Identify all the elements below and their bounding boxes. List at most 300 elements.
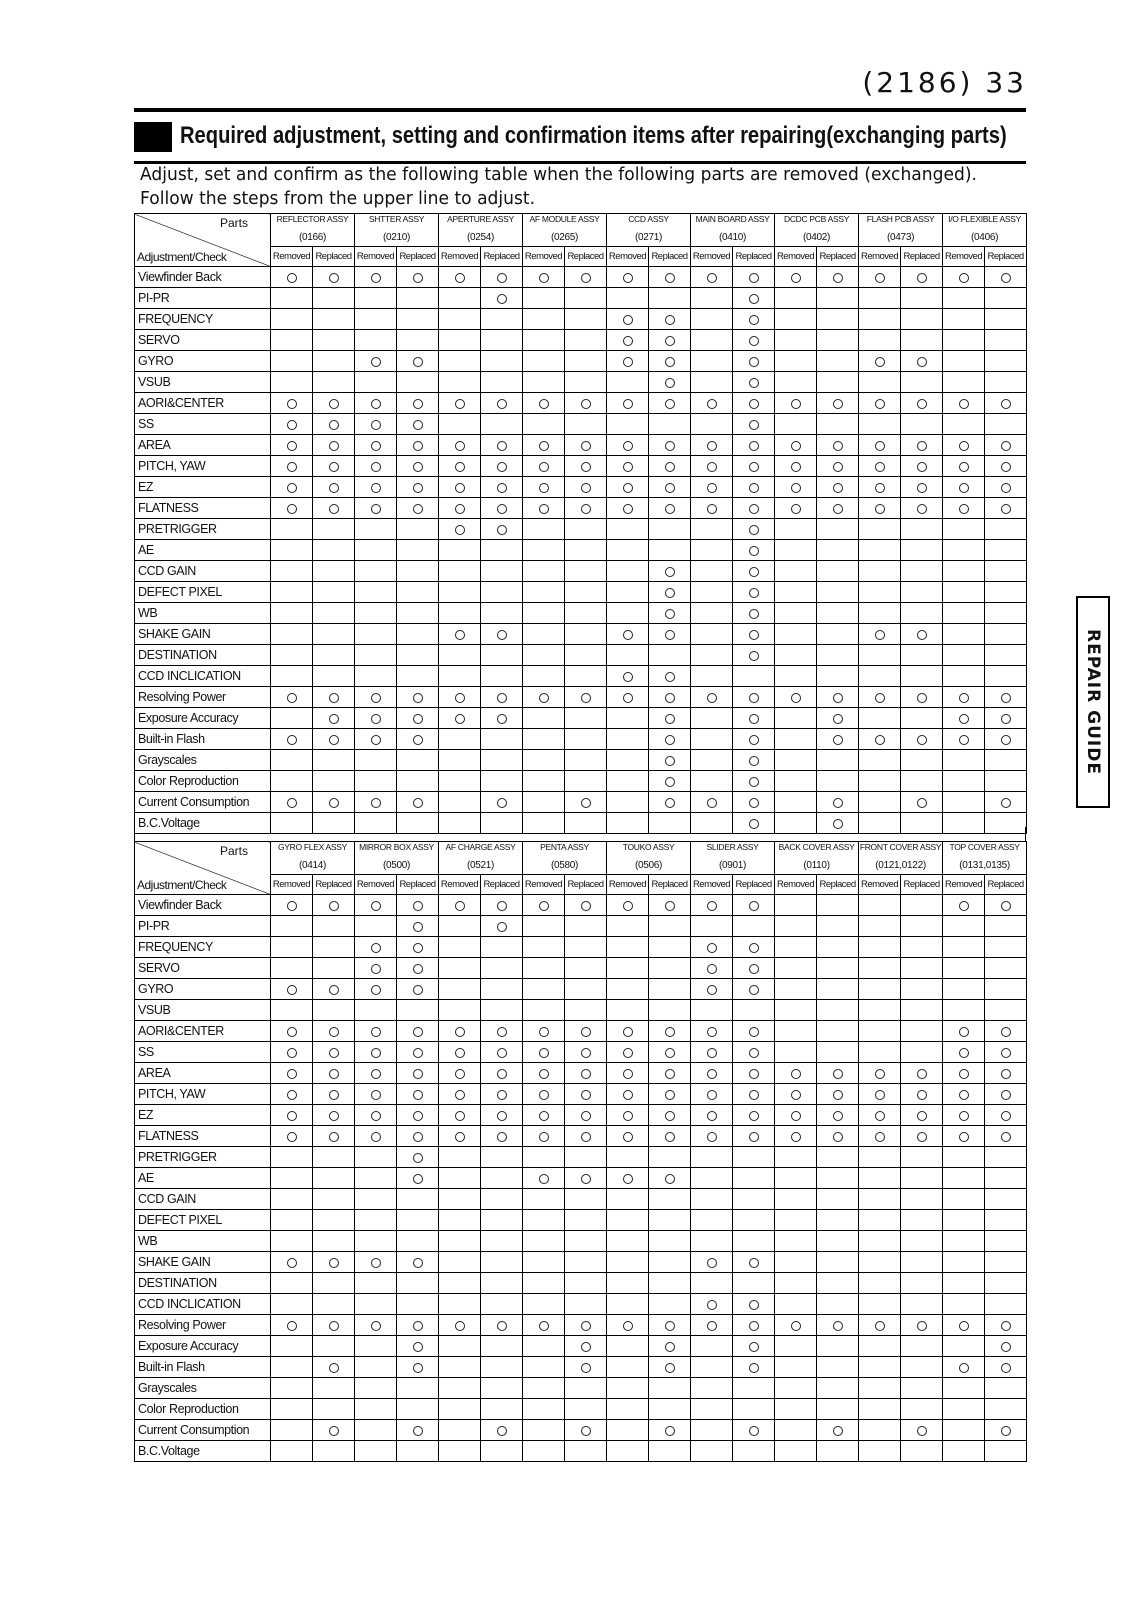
check-cell [565, 1273, 607, 1294]
check-mark [749, 1027, 759, 1037]
check-cell [985, 561, 1027, 582]
check-mark [539, 462, 549, 472]
check-cell [397, 1336, 439, 1357]
check-cell [985, 582, 1027, 603]
part-name-row [135, 214, 1027, 230]
check-cell [985, 267, 1027, 288]
check-cell [313, 916, 355, 937]
check-mark [959, 1027, 969, 1037]
check-cell [649, 498, 691, 519]
check-cell [607, 1378, 649, 1399]
check-cell [481, 792, 523, 813]
check-cell [943, 603, 985, 624]
check-cell [943, 624, 985, 645]
check-cell [943, 750, 985, 771]
check-cell [817, 771, 859, 792]
check-mark [455, 441, 465, 451]
part-name: CCD ASSY [607, 214, 691, 230]
check-mark [287, 420, 297, 430]
check-mark [665, 567, 675, 577]
check-cell [313, 477, 355, 498]
check-cell [691, 1252, 733, 1273]
replaced-header: Replaced [313, 875, 355, 895]
check-mark [497, 693, 507, 703]
table-row [135, 1357, 1027, 1378]
table-row [135, 1084, 1027, 1105]
check-cell [313, 979, 355, 1000]
row-label: FREQUENCY [135, 937, 271, 958]
check-cell [607, 937, 649, 958]
check-cell [271, 456, 313, 477]
check-cell [271, 1399, 313, 1420]
check-cell [691, 603, 733, 624]
check-cell [649, 1168, 691, 1189]
check-cell [397, 435, 439, 456]
check-mark [707, 1090, 717, 1100]
check-cell [733, 288, 775, 309]
table-row [135, 477, 1027, 498]
check-cell [439, 895, 481, 916]
check-mark [371, 273, 381, 283]
check-cell [439, 393, 481, 414]
repair-guide-tab [1076, 596, 1110, 808]
check-mark [1001, 504, 1011, 514]
check-mark [287, 735, 297, 745]
check-cell [481, 477, 523, 498]
check-cell [775, 435, 817, 456]
check-cell [943, 708, 985, 729]
check-cell [817, 435, 859, 456]
intro-line-2: Follow the steps from the upper line to adjust. [140, 188, 536, 209]
row-label: Grayscales [135, 1378, 271, 1399]
check-cell [859, 1084, 901, 1105]
check-cell [607, 1126, 649, 1147]
table-row [135, 498, 1027, 519]
check-cell [439, 1168, 481, 1189]
check-cell [565, 1378, 607, 1399]
check-cell [271, 351, 313, 372]
check-cell [817, 1210, 859, 1231]
check-cell [607, 582, 649, 603]
check-cell [355, 624, 397, 645]
check-cell [943, 1063, 985, 1084]
part-name: MIRROR BOX ASSY [355, 842, 439, 858]
check-cell [649, 1273, 691, 1294]
check-cell [817, 958, 859, 979]
check-cell [565, 1252, 607, 1273]
check-cell [649, 687, 691, 708]
check-mark [833, 798, 843, 808]
check-cell [523, 1357, 565, 1378]
check-cell [943, 1168, 985, 1189]
check-cell [691, 435, 733, 456]
check-cell [313, 372, 355, 393]
check-mark [413, 462, 423, 472]
check-cell [817, 1252, 859, 1273]
page-number: (2186) 33 [862, 66, 1027, 99]
check-cell [691, 414, 733, 435]
check-cell [397, 750, 439, 771]
table-row [135, 1231, 1027, 1252]
check-cell [481, 414, 523, 435]
check-cell [565, 1420, 607, 1441]
check-mark [791, 1132, 801, 1142]
check-cell [565, 1231, 607, 1252]
check-cell [397, 519, 439, 540]
part-code: (0402) [775, 229, 859, 247]
check-cell [943, 666, 985, 687]
check-mark [371, 441, 381, 451]
check-mark [413, 1132, 423, 1142]
row-label: PI-PR [135, 288, 271, 309]
check-mark [875, 1111, 885, 1121]
check-cell [985, 1420, 1027, 1441]
check-cell [649, 267, 691, 288]
check-mark [413, 399, 423, 409]
check-mark [287, 399, 297, 409]
check-mark [497, 630, 507, 640]
check-cell [271, 687, 313, 708]
check-mark [581, 1426, 591, 1436]
check-mark [539, 1090, 549, 1100]
check-cell [943, 309, 985, 330]
check-mark [623, 1027, 633, 1037]
check-mark [791, 273, 801, 283]
check-cell [523, 1231, 565, 1252]
check-mark [959, 1132, 969, 1142]
check-mark [497, 1090, 507, 1100]
check-cell [859, 645, 901, 666]
check-mark [707, 441, 717, 451]
row-label: GYRO [135, 979, 271, 1000]
check-cell [691, 666, 733, 687]
check-mark [791, 441, 801, 451]
check-mark [749, 1258, 759, 1268]
replaced-header: Replaced [397, 875, 439, 895]
check-mark [959, 273, 969, 283]
table-row [135, 1441, 1027, 1462]
check-cell [607, 1441, 649, 1462]
check-cell [817, 561, 859, 582]
check-cell [985, 1378, 1027, 1399]
check-cell [271, 937, 313, 958]
check-mark [707, 901, 717, 911]
replaced-header: Replaced [649, 247, 691, 267]
check-cell [901, 979, 943, 1000]
check-cell [859, 1126, 901, 1147]
check-cell [901, 372, 943, 393]
check-cell [775, 1336, 817, 1357]
row-label: SERVO [135, 958, 271, 979]
check-cell [775, 1189, 817, 1210]
check-mark [413, 483, 423, 493]
intro-text [140, 163, 977, 211]
check-cell [397, 603, 439, 624]
check-cell [565, 393, 607, 414]
check-cell [943, 477, 985, 498]
check-cell [649, 729, 691, 750]
check-cell [775, 624, 817, 645]
check-cell [691, 1336, 733, 1357]
check-mark [455, 1090, 465, 1100]
table-row [135, 1399, 1027, 1420]
check-cell [271, 792, 313, 813]
check-cell [439, 1336, 481, 1357]
check-cell [733, 771, 775, 792]
table-row [135, 792, 1027, 813]
check-mark [665, 1363, 675, 1373]
check-cell [901, 456, 943, 477]
table-row [135, 666, 1027, 687]
check-cell [691, 540, 733, 561]
check-cell [313, 267, 355, 288]
row-label: CCD GAIN [135, 561, 271, 582]
row-label: Color Reproduction [135, 1399, 271, 1420]
check-mark [749, 462, 759, 472]
check-cell [901, 1063, 943, 1084]
check-cell [355, 435, 397, 456]
check-mark [623, 1111, 633, 1121]
table-row [135, 540, 1027, 561]
check-cell [733, 1021, 775, 1042]
check-cell [607, 1231, 649, 1252]
check-mark [329, 901, 339, 911]
check-cell [565, 1000, 607, 1021]
check-cell [523, 519, 565, 540]
row-label: SS [135, 414, 271, 435]
check-mark [329, 1090, 339, 1100]
row-label: B.C.Voltage [135, 1441, 271, 1462]
check-cell [313, 1126, 355, 1147]
check-cell [565, 582, 607, 603]
check-mark [791, 1069, 801, 1079]
replaced-header: Replaced [817, 247, 859, 267]
check-cell [565, 540, 607, 561]
check-cell [859, 1042, 901, 1063]
check-cell [817, 1021, 859, 1042]
part-name: APERTURE ASSY [439, 214, 523, 230]
check-cell [397, 414, 439, 435]
check-cell [649, 792, 691, 813]
check-mark [917, 399, 927, 409]
check-cell [649, 519, 691, 540]
check-cell [607, 1168, 649, 1189]
removed-header: Removed [691, 875, 733, 895]
check-mark [749, 357, 759, 367]
row-label: GYRO [135, 351, 271, 372]
check-cell [271, 1189, 313, 1210]
check-cell [859, 1000, 901, 1021]
check-cell [901, 267, 943, 288]
check-cell [859, 750, 901, 771]
check-mark [791, 504, 801, 514]
check-mark [665, 336, 675, 346]
check-cell [733, 729, 775, 750]
check-mark [665, 756, 675, 766]
check-cell [313, 1357, 355, 1378]
check-cell [649, 666, 691, 687]
check-cell [649, 1021, 691, 1042]
check-mark [371, 735, 381, 745]
check-mark [917, 483, 927, 493]
check-cell [733, 750, 775, 771]
check-cell [649, 1126, 691, 1147]
check-cell [901, 582, 943, 603]
part-name: DCDC PCB ASSY [775, 214, 859, 230]
check-cell [943, 519, 985, 540]
check-cell [859, 456, 901, 477]
check-cell [733, 372, 775, 393]
row-label: Viewfinder Back [135, 267, 271, 288]
check-cell [985, 1126, 1027, 1147]
check-cell [733, 414, 775, 435]
check-cell [397, 456, 439, 477]
check-cell [649, 708, 691, 729]
check-cell [775, 498, 817, 519]
check-mark [959, 693, 969, 703]
check-cell [859, 1021, 901, 1042]
check-cell [439, 624, 481, 645]
check-cell [985, 1273, 1027, 1294]
check-cell [859, 582, 901, 603]
check-cell [607, 1336, 649, 1357]
check-cell [439, 1084, 481, 1105]
check-mark [329, 1321, 339, 1331]
check-cell [649, 1378, 691, 1399]
check-mark [497, 1027, 507, 1037]
table-row [135, 1126, 1027, 1147]
check-cell [733, 519, 775, 540]
check-cell [439, 477, 481, 498]
check-mark [287, 1132, 297, 1142]
check-cell [313, 1168, 355, 1189]
check-cell [817, 729, 859, 750]
check-cell [733, 1273, 775, 1294]
check-mark [833, 714, 843, 724]
check-cell [817, 1063, 859, 1084]
check-cell [733, 1189, 775, 1210]
check-mark [287, 1090, 297, 1100]
check-cell [943, 979, 985, 1000]
check-cell [985, 937, 1027, 958]
check-cell [439, 1147, 481, 1168]
check-mark [623, 399, 633, 409]
check-cell [985, 351, 1027, 372]
check-cell [481, 645, 523, 666]
check-mark [455, 273, 465, 283]
check-cell [817, 1105, 859, 1126]
part-name: SLIDER ASSY [691, 842, 775, 858]
check-cell [271, 1357, 313, 1378]
check-cell [355, 958, 397, 979]
check-mark [455, 483, 465, 493]
check-cell [397, 1378, 439, 1399]
check-cell [859, 351, 901, 372]
check-cell [439, 666, 481, 687]
check-cell [901, 750, 943, 771]
check-cell [313, 1336, 355, 1357]
check-mark [581, 1174, 591, 1184]
check-mark [581, 1048, 591, 1058]
check-cell [523, 267, 565, 288]
check-mark [539, 1174, 549, 1184]
check-cell [859, 895, 901, 916]
check-cell [691, 916, 733, 937]
check-mark [749, 651, 759, 661]
check-mark [497, 273, 507, 283]
check-mark [665, 441, 675, 451]
check-cell [313, 1378, 355, 1399]
check-mark [329, 462, 339, 472]
check-cell [355, 1273, 397, 1294]
check-cell [271, 1210, 313, 1231]
check-cell [985, 330, 1027, 351]
check-cell [649, 393, 691, 414]
check-cell [691, 309, 733, 330]
row-label: SERVO [135, 330, 271, 351]
check-cell [523, 1315, 565, 1336]
check-cell [691, 561, 733, 582]
check-cell [523, 1399, 565, 1420]
check-mark [623, 357, 633, 367]
check-cell [355, 1105, 397, 1126]
check-mark [1001, 714, 1011, 724]
table-row [135, 895, 1027, 916]
row-label: CCD INCLICATION [135, 1294, 271, 1315]
check-mark [875, 273, 885, 283]
part-code: (0265) [523, 229, 607, 247]
check-cell [859, 498, 901, 519]
check-cell [943, 1084, 985, 1105]
check-cell [817, 687, 859, 708]
check-cell [607, 540, 649, 561]
check-cell [775, 916, 817, 937]
check-cell [775, 1126, 817, 1147]
row-label: CCD GAIN [135, 1189, 271, 1210]
check-cell [733, 582, 775, 603]
check-mark [665, 1027, 675, 1037]
check-cell [943, 1441, 985, 1462]
check-cell [565, 414, 607, 435]
table-row [135, 1315, 1027, 1336]
check-cell [859, 519, 901, 540]
check-cell [733, 1420, 775, 1441]
check-cell [523, 393, 565, 414]
check-cell [691, 1357, 733, 1378]
check-cell [859, 414, 901, 435]
check-cell [901, 1042, 943, 1063]
check-cell [355, 288, 397, 309]
table-row [135, 1105, 1027, 1126]
check-cell [271, 309, 313, 330]
check-mark [329, 985, 339, 995]
check-mark [623, 1090, 633, 1100]
check-mark [1001, 462, 1011, 472]
check-cell [565, 771, 607, 792]
check-cell [313, 435, 355, 456]
check-cell [817, 1042, 859, 1063]
check-cell [355, 1231, 397, 1252]
check-cell [649, 624, 691, 645]
check-cell [397, 1168, 439, 1189]
check-cell [355, 750, 397, 771]
check-mark [329, 441, 339, 451]
check-cell [397, 477, 439, 498]
check-cell [313, 1063, 355, 1084]
check-cell [565, 288, 607, 309]
check-cell [313, 414, 355, 435]
check-mark [917, 1069, 927, 1079]
